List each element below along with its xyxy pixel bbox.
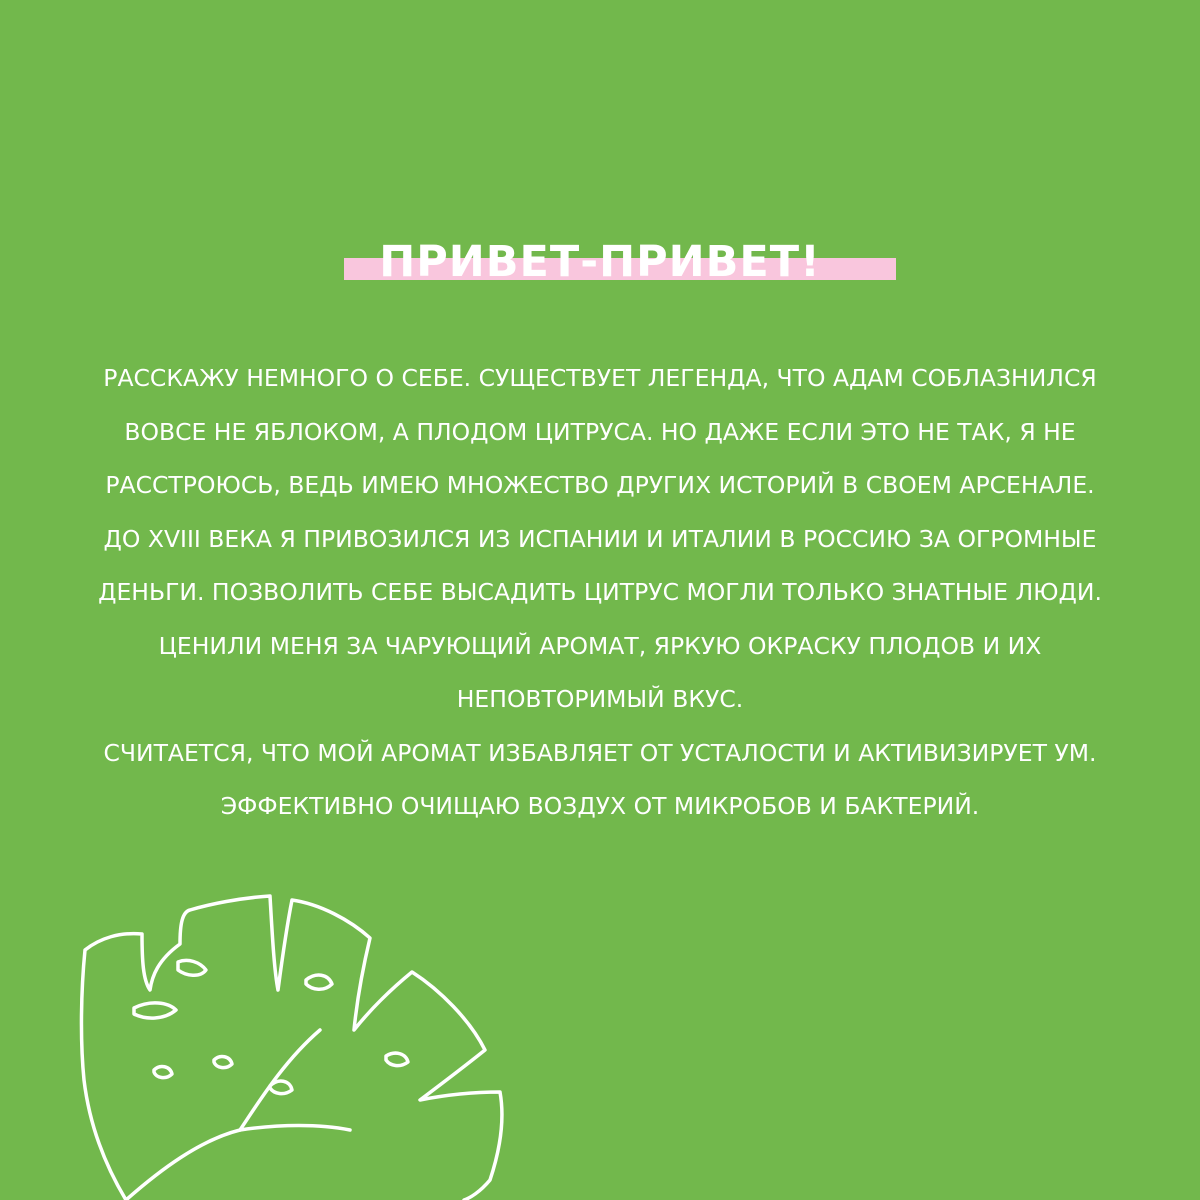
page-title: ПРИВЕТ-ПРИВЕТ! [379,237,821,287]
heading-block [0,228,1200,288]
paragraph-aroma: СЧИТАЕТСЯ, ЧТО МОЙ АРОМАТ ИЗБАВЛЯЕТ ОТ УСТАЛОСТИ И АКТИВИЗИРУЕТ УМ. ЭФФЕКТИВНО ОЧИЩАЮ ВОЗДУХ ОТ МИКРОБОВ И БАКТЕРИЙ. [103,738,1097,820]
paragraph-legend: РАССКАЖУ НЕМНОГО О СЕБЕ. СУЩЕСТВУЕТ ЛЕГЕНДА, ЧТО АДАМ СОБЛАЗНИЛСЯ ВОВСЕ НЕ ЯБЛОКОМ, А ПЛОДОМ ЦИТРУСА. НО ДАЖЕ ЕСЛИ ЭТО НЕ ТАК, Я НЕ РАССТРОЮСЬ, ВЕДЬ ИМЕЮ МНОЖЕСТВО ДРУГИХ ИСТОРИЙ В СВОЕМ АРСЕНАЛЕ. [103,364,1097,499]
monstera-leaf-icon [60,880,540,1200]
paragraph-history: ДО XVIII ВЕКА Я ПРИВОЗИЛСЯ ИЗ ИСПАНИИ И ИТАЛИИ В РОССИЮ ЗА ОГРОМНЫЕ ДЕНЬГИ. ПОЗВОЛИТЬ СЕБЕ ВЫСАДИТЬ ЦИТРУС МОГЛИ ТОЛЬКО ЗНАТНЫЕ ЛЮДИ. ЦЕНИЛИ МЕНЯ ЗА ЧАРУЮЩИЙ АРОМАТ, ЯРКУЮ ОКРАСКУ ПЛОДОВ И ИХ НЕПОВТОРИМЫЙ ВКУС. [98,524,1102,713]
body-text [60,352,1140,834]
